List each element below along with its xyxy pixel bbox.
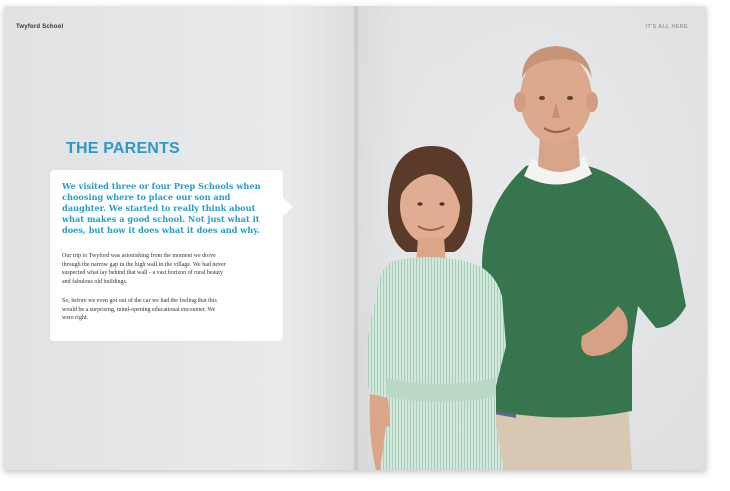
spread-gutter — [353, 6, 359, 470]
lead-quote: We visited three or four Prep Schools when choosing where to place our son and daughter. We started to really think about what makes a good school. Not just what it does, but how it does what it does and why. — [62, 181, 261, 235]
magazine-spread — [4, 6, 706, 470]
right-page — [356, 6, 706, 470]
parents-photo — [356, 6, 706, 470]
left-page — [4, 6, 356, 470]
body-paragraph-2: So, before we even got out of the car we had the feeling that this would be a surprising, mind-opening educational encounter. We were right. — [62, 298, 217, 322]
school-name: Twyford School — [16, 24, 64, 30]
quote-card — [50, 170, 283, 341]
body-paragraph-1: Our trip to Twyford was astonishing from the moment we drove through the narrow gap in the high wall in the village. We had never suspected what lay behind that wall - a vast horizon of rural beauty and fabulous old buildings. — [62, 253, 226, 285]
article-title: THE PARENTS — [66, 140, 180, 157]
card-pointer — [283, 198, 293, 216]
